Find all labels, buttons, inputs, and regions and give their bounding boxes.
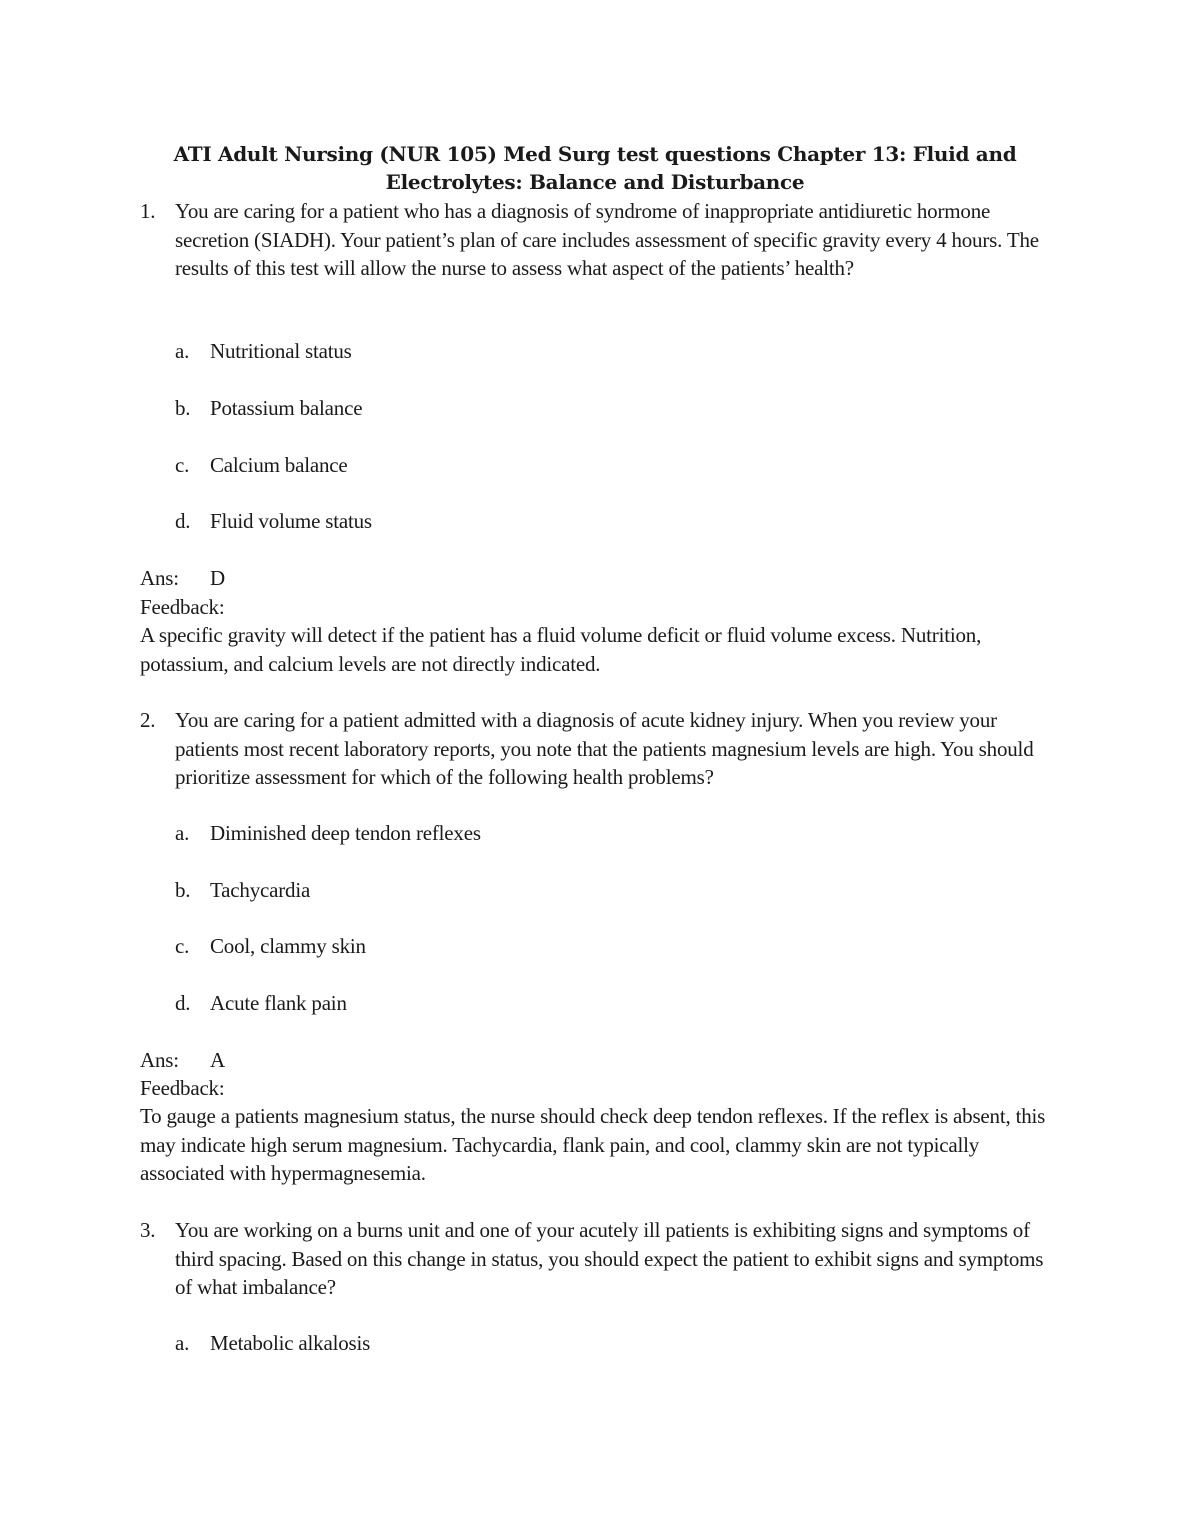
option-letter: b. xyxy=(175,878,191,902)
option-text: Calcium balance xyxy=(210,453,348,477)
option-letter: d. xyxy=(175,509,191,533)
option-text: Cool, clammy skin xyxy=(210,934,366,958)
feedback-label: Feedback: xyxy=(140,1076,225,1100)
question-text: You are caring for a patient who has a diagnosis of syndrome of inappropriate antidiuretic hormone secretion (SIADH). Your patient’s plan of care includes assessment of specific gravity every 4 hours. The results of this test will allow the nurse to assess what aspect of the patients’ health? xyxy=(175,199,1039,280)
question-text: You are caring for a patient admitted with a diagnosis of acute kidney injury. When you review your patients most recent laboratory reports, you note that the patients magnesium levels are high. You should prioritize assessment for which of the following health problems? xyxy=(175,708,1034,789)
option-text: Acute flank pain xyxy=(210,991,347,1015)
option-letter: b. xyxy=(175,396,191,420)
option-letter: a. xyxy=(175,1331,190,1355)
question-number: 3. xyxy=(140,1218,156,1242)
option-letter: c. xyxy=(175,934,190,958)
option-text: Diminished deep tendon reflexes xyxy=(210,821,481,845)
option-text: Nutritional status xyxy=(210,339,352,363)
answer-label: Ans: xyxy=(140,1048,179,1072)
answer-value: D xyxy=(210,566,225,590)
document-title: ATI Adult Nursing (NUR 105) Med Surg test questions Chapter 13: Fluid and Electrolytes: Balance and Disturbance xyxy=(173,142,1017,194)
option-letter: a. xyxy=(175,821,190,845)
question-text: You are working on a burns unit and one of your acutely ill patients is exhibiting signs and symptoms of third spacing. Based on this change in status, you should expect the patient to exhibit signs and symptoms of what imbalance? xyxy=(175,1218,1044,1299)
question-number: 2. xyxy=(140,708,156,732)
feedback-label: Feedback: xyxy=(140,595,225,619)
feedback-text: To gauge a patients magnesium status, the nurse should check deep tendon reflexes. If the reflex is absent, this may indicate high serum magnesium. Tachycardia, flank pain, and cool, clammy skin are not typically associated with hypermagnesemia. xyxy=(140,1104,1046,1185)
option-text: Metabolic alkalosis xyxy=(210,1331,371,1355)
question-number: 1. xyxy=(140,199,156,223)
answer-label: Ans: xyxy=(140,566,179,590)
feedback-text: A specific gravity will detect if the patient has a fluid volume deficit or fluid volume excess. Nutrition, potassium, and calcium levels are not directly indicated. xyxy=(140,623,982,676)
option-letter: d. xyxy=(175,991,191,1015)
option-text: Potassium balance xyxy=(210,396,363,420)
option-letter: c. xyxy=(175,453,190,477)
option-text: Tachycardia xyxy=(210,878,311,902)
option-letter: a. xyxy=(175,339,190,363)
option-text: Fluid volume status xyxy=(210,509,372,533)
answer-value: A xyxy=(210,1048,225,1072)
